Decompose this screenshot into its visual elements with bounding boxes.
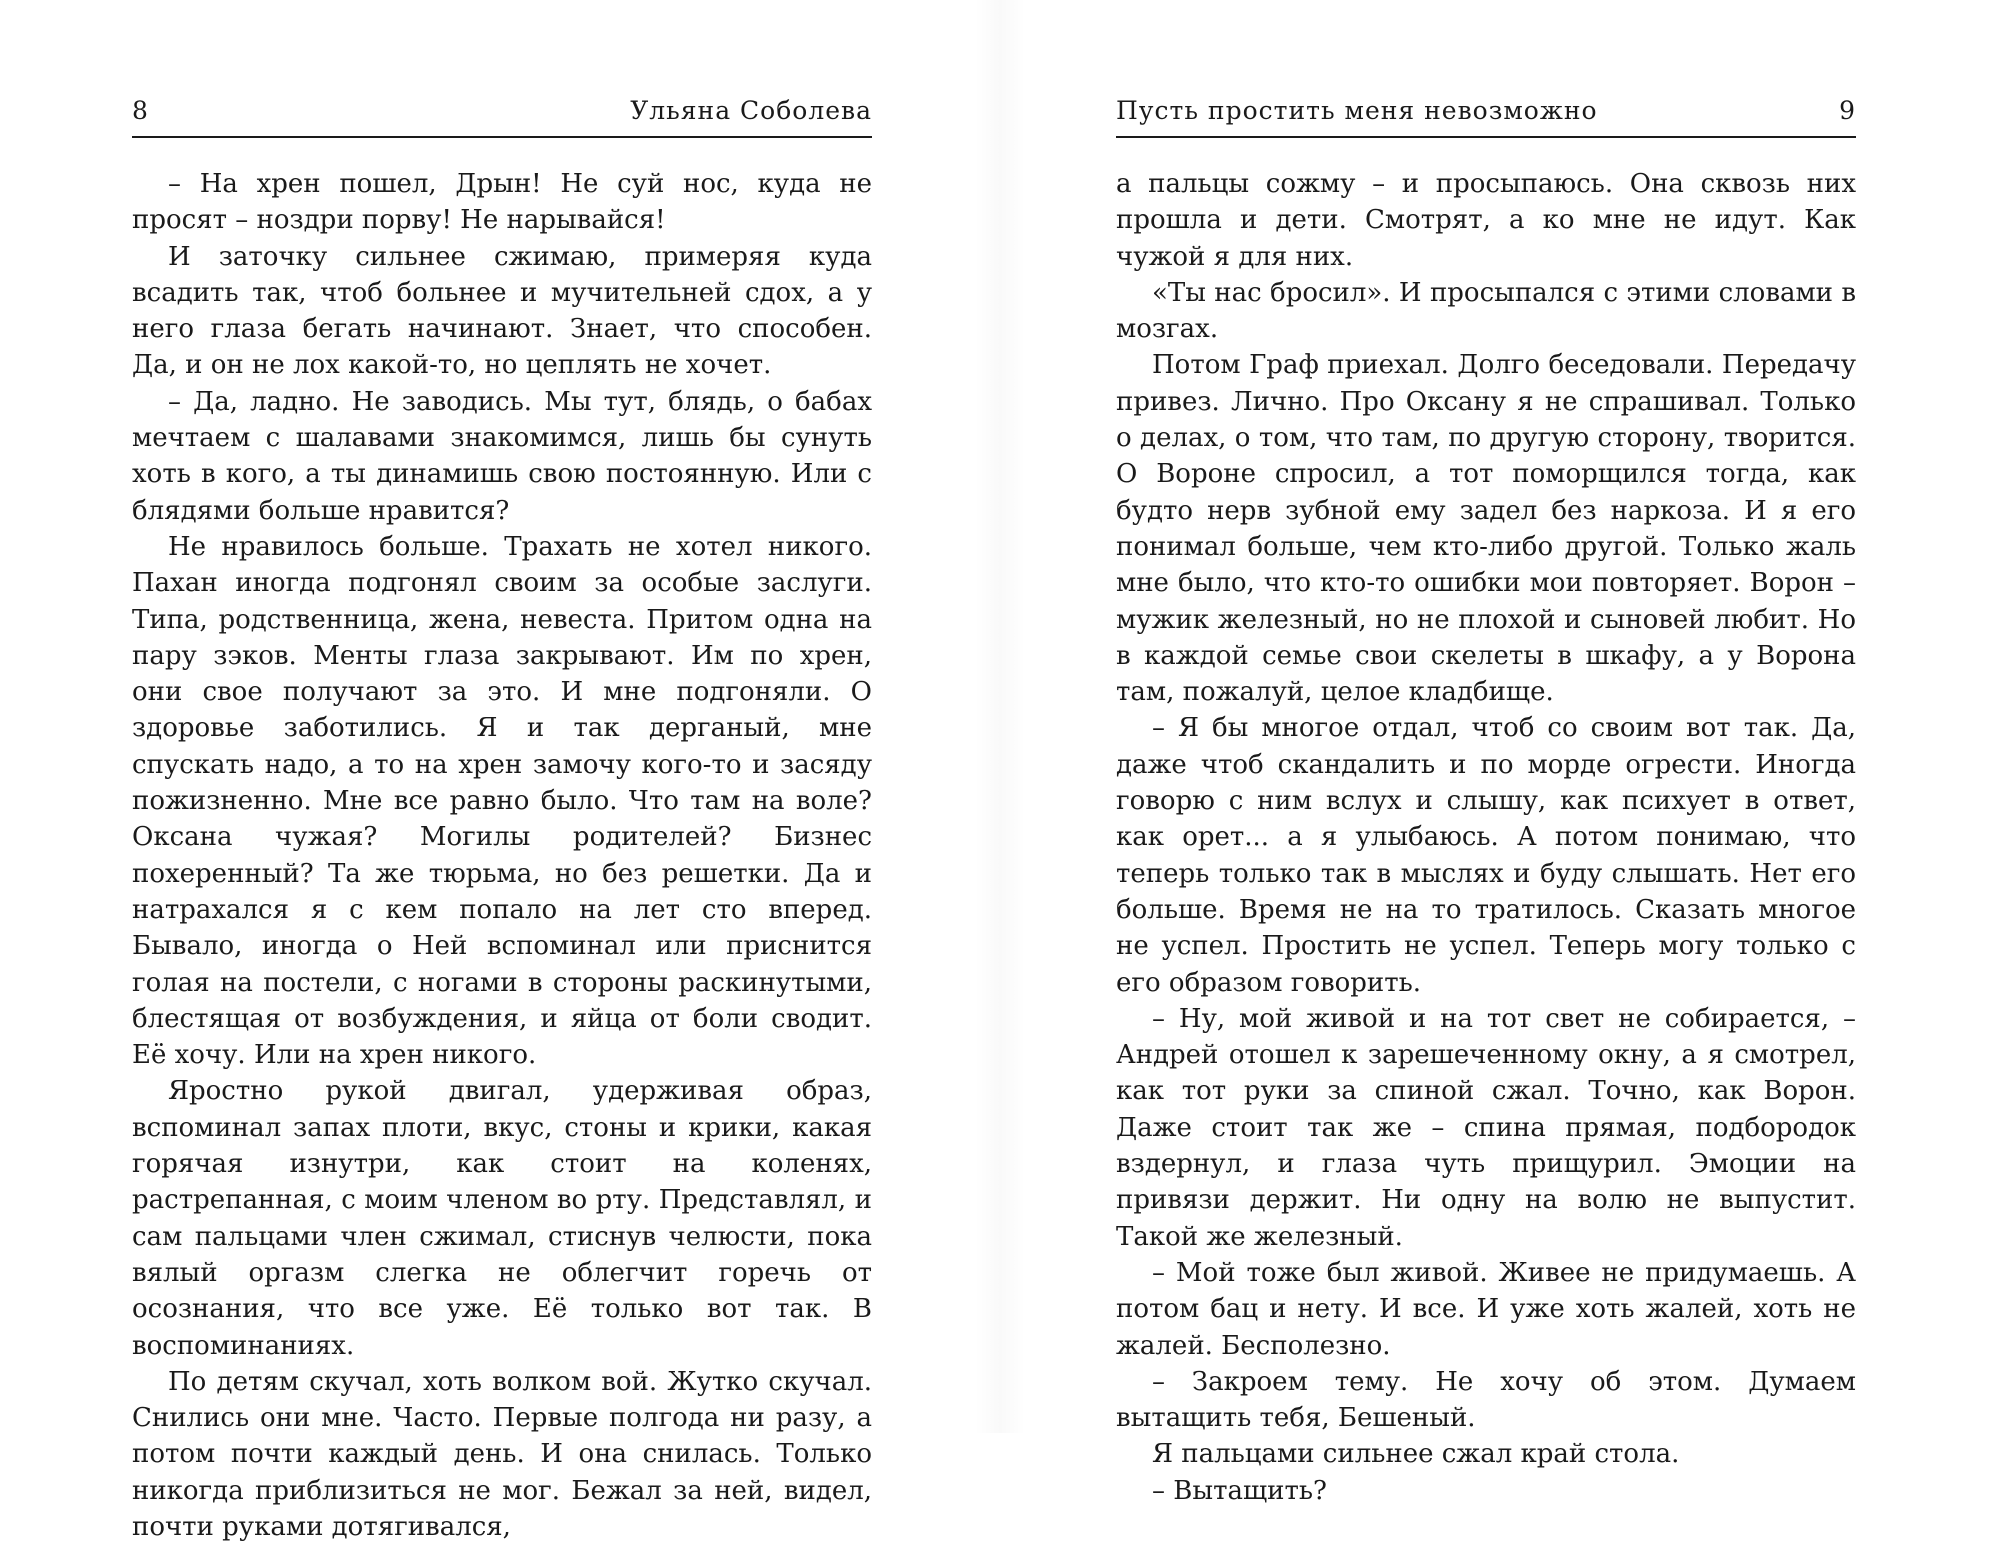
- paragraph: – Да, ладно. Не заводись. Мы тут, блядь, о бабах мечтаем с шалавами знакомимся, лишь бы сунуть хоть в кого, а ты динамишь свою постоянную. Или с блядями больше нравится?: [132, 386, 872, 526]
- paragraph: Яростно рукой двигал, удерживая образ, вспоминал запах плоти, вкус, стоны и крики, какая горячая изнутри, как стоит на коленях, растрепанная, с моим членом во рту. Представлял, и сам пальцами член сжимал, стиснув челюсти, пока вялый оргазм слегка не облегчит горечь от осознания, что все уже. Её только вот так. В воспоминаниях.: [132, 1076, 872, 1361]
- paragraph: – Мой тоже был живой. Живее не придумаешь. А потом бац и нету. И все. И уже хоть жалей, хоть не жалей. Бесполезно.: [1116, 1257, 1856, 1361]
- author-running-title: Ульяна Соболева: [630, 96, 872, 125]
- paragraph: «Ты нас бросил». И просыпался с этими словами в мозгах.: [1116, 277, 1856, 345]
- page-number: 9: [1839, 96, 1856, 125]
- paragraph: – На хрен пошел, Дрын! Не суй нос, куда не просят – ноздри порву! Не нарывайся!: [132, 169, 872, 236]
- right-body-text: [1116, 166, 1856, 1509]
- page-number: 8: [132, 96, 149, 125]
- left-running-head: [132, 90, 872, 138]
- paragraph: Я пальцами сильнее сжал край стола.: [1152, 1439, 1680, 1470]
- paragraph: – Ну, мой живой и на тот свет не собирается, – Андрей отошел к зарешеченному окну, а я смотрел, как тот руки за спиной сжал. Точно, как Ворон. Даже стоит так же – спина прямая, подбородок вздернул, и глаза чуть прищурил. Эмоции на привязи держит. Ни одну на волю не выпустит. Такой же железный.: [1116, 1003, 1856, 1252]
- paragraph: По детям скучал, хоть волком вой. Жутко скучал. Снились они мне. Часто. Первые полгода ни разу, а потом почти каждый день. И она снилась. Только никогда приблизиться не мог. Бежал за ней, видел, почти руками дотягивался,: [132, 1366, 872, 1542]
- paragraph: Потом Граф приехал. Долго беседовали. Передачу привез. Лично. Про Оксану я не спрашивал. Только о делах, о том, что там, по другую сторону, творится. О Вороне спросил, а тот поморщился тогда, как будто нерв зубной ему задел без наркоза. И я его понимал больше, чем кто-либо другой. Только жаль мне было, что кто-то ошибки мои повторяет. Ворон – мужик железный, но не плохой и сыновей любит. Но в каждой семье свои скелеты в шкафу, а у Ворона там, пожалуй, целое кладбище.: [1116, 350, 1856, 708]
- paragraph: – Закроем тему. Не хочу об этом. Думаем вытащить тебя, Бешеный.: [1116, 1366, 1856, 1434]
- paragraph: И заточку сильнее сжимаю, примеряя куда всадить так, чтоб больнее и мучительней сдох, а у него глаза бегать начинают. Знает, что способен. Да, и он не лох какой-то, но цеплять не хочет.: [132, 241, 872, 381]
- book-running-title: Пусть простить меня невозможно: [1116, 96, 1598, 125]
- paragraph: Не нравилось больше. Трахать не хотел никого. Пахан иногда подгонял своим за особые заслуги. Типа, родственница, жена, невеста. Притом одна на пару зэков. Менты глаза закрывают. Им по хрен, они свое получают за это. И мне подгоняли. О здоровье заботились. Я и так дерганый, мне спускать надо, а то на хрен замочу кого-то и засяду пожизненно. Мне все равно было. Что там на воле? Оксана чужая? Могилы родителей? Бизнес похеренный? Та же тюрьма, но без решетки. Да и натрахался я с кем попало на лет сто вперед. Бывало, иногда о Ней вспоминал или приснится голая на постели, с ногами в стороны раскинутыми, блестящая от возбуждения, и яйца от боли сводит. Её хочу. Или на хрен никого.: [132, 531, 872, 1071]
- paragraph: – Вытащить?: [1152, 1475, 1327, 1506]
- continued-paragraph: а пальцы сожму – и просыпаюсь. Она сквозь них прошла и дети. Смотрят, а ко мне не идут. Как чужой я для них.: [1116, 169, 1856, 272]
- left-body-text: [132, 166, 872, 1545]
- right-page: [1116, 0, 1856, 1506]
- book-gutter: [975, 0, 1025, 1433]
- right-running-head: [1116, 90, 1856, 138]
- paragraph: – Я бы многое отдал, чтоб со своим вот так. Да, даже чтоб скандалить и по морде огрести. Иногда говорю с ним вслух и слышу, как психует в ответ, как орет... а я улыбаюсь. А потом понимаю, что теперь только так в мыслях и буду слышать. Нет его больше. Время не на то тратилось. Сказать многое не успел. Простить не успел. Теперь могу только с его образом говорить.: [1116, 713, 1856, 998]
- left-page: [132, 0, 872, 1542]
